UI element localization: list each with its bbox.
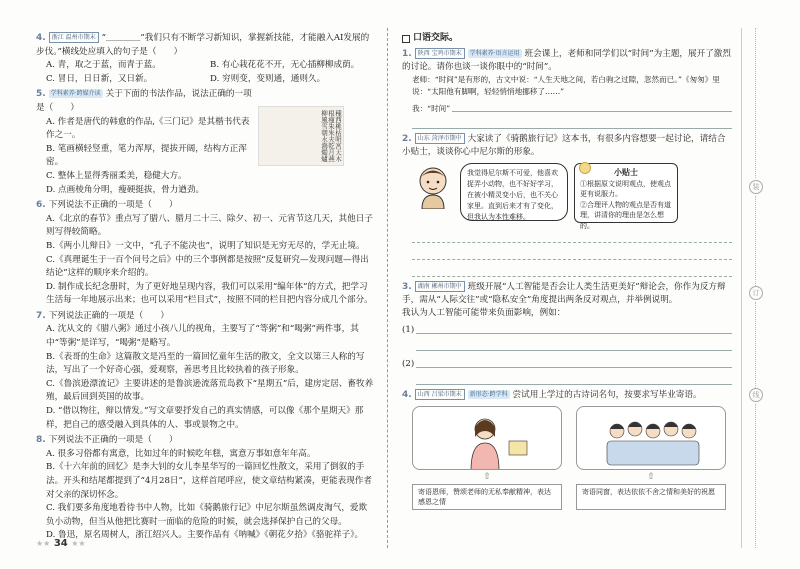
- stitch-line: [755, 196, 757, 286]
- option-a[interactable]: A. 很多习俗都有寓意，比如过年的时候吃年糕，寓意万事如意年年高。: [46, 448, 316, 459]
- question-4: [36, 32, 374, 86]
- options-row: [36, 59, 374, 73]
- calligraphy-image: 種西桃枯明宮天木根瘦朱朱夫乾月燕柳風雪朝水鴻燭爐: [258, 106, 344, 166]
- answer-line[interactable]: [412, 229, 732, 243]
- options-row: [36, 73, 374, 87]
- option-b[interactable]: B.《十六年前的回忆》是李大钊的女儿李星华写的一篇回忆性散文，采用了倒叙的手法。开头和结尾都提到了“4月28日”，这样首尾呼应，使文章结构紧凑，更能表现作者对父亲的深切怀念。: [46, 462, 372, 500]
- source-tag: 学科素养·跨媒介读: [50, 90, 101, 98]
- question-number: 6.: [36, 200, 46, 211]
- option-b[interactable]: B. 有心栽花花不开，无心插柳柳成荫。: [210, 60, 360, 71]
- page-stars: ★★: [71, 539, 86, 548]
- question-stem: 班级开展“人工智能是否会让人类生活更美好”辩论会，你作为反方辩手，需从“人际交往”或“隐私安全”角度提出两条反对观点，并举例说明。: [402, 282, 726, 305]
- answer-row: [402, 98, 732, 115]
- question-stem: “＿＿＿＿”我们只有不断学习新知识，掌握新技能，才能融入AI发展的步伐。”横线处应填入的句子是（ ）: [36, 33, 370, 57]
- source-tag: 湖南 郴州市期中: [415, 281, 465, 292]
- question-stem: 下列说法正确的一项是（ ）: [48, 310, 170, 321]
- question-number: 7.: [36, 310, 46, 321]
- option-d[interactable]: D. 制作成长纪念册时，为了更好地呈现内容，我们可以采用“编年体”的方式，把学习生活每一年地展示出来；也可以采用“栏目式”，按照不同的栏目把内容分成几个部分。: [46, 281, 373, 306]
- lead-text: 我认为人工智能可能带来负面影响，例如：: [402, 308, 566, 318]
- option-b[interactable]: B.《两小儿辩日》一文中，“孔子不能决也”，说明了知识是无穷无尽的，学无止境。: [46, 240, 365, 251]
- option-b[interactable]: B.《表哥的生命》这篇散文是冯至的一篇回忆童年生活的散文，全文以第三人称的写法，写出了一个好奇心强，爱观察，善思考且比较执着的孩子形象。: [46, 351, 365, 376]
- oral-question-1: [402, 48, 732, 129]
- question-stem: 尝试用上学过的古诗词名句，按要求写毕业寄语。: [512, 390, 702, 400]
- option-d[interactable]: D. 鲁迅，原名周树人，浙江绍兴人。主要作品有《呐喊》《朝花夕拾》《骆驼祥子》。: [46, 530, 364, 541]
- question-number: 4.: [402, 390, 412, 400]
- stitch-line: [755, 28, 757, 178]
- speech-bubble: 我觉得尼尔斯不可爱，他喜欢捉弄小动物，也不好好学习，在被小精灵变小后，也不关心家里。直到后来才有了变化，但我认为本性难移。: [460, 163, 568, 221]
- boy-illustration: [412, 163, 454, 209]
- option-b[interactable]: B. 笔画横轻竖重，笔力浑厚，提拔开阔，结构方正浑密。: [46, 143, 247, 168]
- binding-mark: 装: [749, 180, 763, 194]
- caption-box: 寄语恩师，赞颂老师的无私奉献精神，表达感恩之情: [412, 484, 562, 510]
- question-number: 2.: [402, 134, 412, 144]
- question-stem: 关于下面的书法作品，说法正确的一项是（ ）: [36, 89, 252, 113]
- option-d[interactable]: D. 穷则变，变则通，通则久。: [210, 73, 326, 84]
- section-title-text: 口语交际。: [413, 33, 459, 43]
- question-number: 8.: [36, 435, 46, 446]
- tip-item: ②合理评人物的观点是否有道理，讲清你的理由是怎么想的。: [580, 200, 671, 230]
- question-number: 5.: [36, 89, 46, 100]
- answer-prefix: 我：“时间”: [412, 104, 451, 113]
- page-stars: ★★: [36, 539, 51, 548]
- question-5: [36, 88, 258, 197]
- answer-row: [402, 320, 732, 337]
- oral-question-2: [402, 133, 732, 277]
- question-stem: 下列说法不正确的一项是（ ）: [48, 200, 178, 211]
- source-tag: 山西 吕梁市期末: [415, 389, 465, 400]
- answer-line[interactable]: [416, 354, 732, 368]
- page-number: [36, 538, 86, 549]
- question-stem: 班会课上，老师和同学们以“时间”为主题，展开了激烈的讨论。请你也谈一谈你眼中的“时间”。: [402, 49, 731, 72]
- option-a[interactable]: A. 作者是唐代的韩愈的作品,《三门记》是其楷书代表作之一。: [46, 116, 250, 141]
- answer-line[interactable]: [412, 246, 732, 260]
- question-6: [36, 199, 374, 308]
- option-a[interactable]: A. 沈从文的《腊八粥》通过小孩八儿的视角，主要写了“等粥”和“喝粥”两件事，其中“等粥”是详写，“喝粥”是略写。: [46, 324, 359, 349]
- question-stem: 下列说法不正确的一项是（ ）: [48, 435, 178, 446]
- option-d[interactable]: D. “借以物往，辩以情发。”写文章要抒发自己的真实情感，可以像《那个星期天》那样，把自己的感受融入到具体的人、事或景物之中。: [46, 406, 364, 430]
- image-row: [412, 406, 732, 470]
- source-tag: 陕西 宝鸡市期末: [415, 48, 465, 59]
- illustration-row: [412, 163, 732, 230]
- answer-row: [402, 354, 732, 371]
- classmates-image: [576, 406, 726, 470]
- source-tag: 浙江 温州市期末: [49, 32, 99, 43]
- option-a[interactable]: A. 青，取之于蓝，而青于蓝。: [46, 60, 161, 71]
- answer-line[interactable]: [412, 115, 732, 129]
- skill-tag: 新形态·跨学科: [469, 391, 508, 398]
- source-tag: 山东 菏泽市期中: [415, 133, 465, 144]
- answer-line[interactable]: [452, 98, 732, 112]
- answer-line[interactable]: [416, 371, 732, 385]
- page-number-value: 34: [53, 538, 68, 549]
- stitch-line: [755, 302, 757, 388]
- teacher-quote: 老师：“时间”是有形的，古文中说：“人生天地之间，若白驹之过隙，忽然而已。”《匆匆》里说：“太阳他有脚啊，轻轻悄悄地挪移了……”: [412, 75, 720, 96]
- option-c[interactable]: C.《鲁滨逊漂流记》主要讲述的是鲁滨逊流落荒岛救下“星期五”后，建房定居、畜牧养殖，最后回到英国的故事。: [46, 378, 374, 403]
- item-label: (2): [402, 359, 415, 369]
- binding-mark: 线: [749, 388, 763, 402]
- binding-margin: [741, 28, 771, 548]
- skill-tag: 学科素养·语言运用: [469, 50, 520, 57]
- question-8: [36, 434, 374, 543]
- column-divider: [387, 28, 388, 548]
- question-number: 3.: [402, 282, 412, 292]
- option-c[interactable]: C. 冒日，日日新，又日新。: [46, 73, 153, 84]
- question-stem: 大家读了《骑鹅旅行记》这本书，有很多内容想要一起讨论，请结合小贴士，谈谈你心中尼尔斯的形象。: [402, 134, 726, 157]
- option-c[interactable]: C. 整体上显得秀丽柔美，稳健大方。: [46, 170, 187, 181]
- option-c[interactable]: C. 我们要多角度地看待书中人物，比如《骑鹅旅行记》中尼尔斯虽然调皮淘气，爱欺负小动物，但当从他把比赛时一面临的危险的时候，就会选择保护自己的父母。: [46, 503, 368, 527]
- caption-row: [412, 484, 732, 510]
- answer-line[interactable]: [416, 337, 732, 351]
- item-label: (1): [402, 325, 415, 335]
- oral-question-3: [402, 281, 732, 385]
- teacher-image: [412, 406, 562, 470]
- lightbulb-icon: [579, 162, 591, 174]
- checkbox-icon: [402, 35, 410, 43]
- up-arrow-icon: ⇧: [647, 472, 655, 482]
- tip-title: 小贴士: [614, 167, 638, 177]
- up-arrow-icon: ⇧: [483, 472, 491, 482]
- arrow-row: [412, 470, 732, 484]
- oral-question-4: [402, 389, 732, 510]
- stitch-line: [755, 404, 757, 548]
- tip-card: [574, 163, 678, 230]
- binding-mark: 订: [749, 286, 763, 300]
- question-number: 1.: [402, 49, 412, 59]
- right-column: [402, 32, 732, 512]
- answer-line[interactable]: [416, 320, 732, 334]
- option-c[interactable]: C.《真理诞生于一百个问号之后》中的三个事例都是按照“反复研究—发现问题—得出结论”这样的顺序来介绍的。: [46, 254, 369, 279]
- caption-box: 寄语同窗，表达依依不舍之情和美好的祝愿: [576, 484, 726, 510]
- tip-item: ①根据原文说明观点，使观点更有说服力。: [580, 179, 671, 198]
- section-title: [402, 32, 732, 45]
- answer-line[interactable]: [412, 263, 732, 277]
- option-a[interactable]: A.《北京的春节》重点写了腊八、腊月二十三、除夕、初一、元宵节这几天，其他日子则写得较简略。: [46, 213, 373, 238]
- question-number: 4.: [36, 33, 46, 43]
- question-7: [36, 310, 374, 432]
- option-d[interactable]: D. 点画棱角分明，瘦硬挺拔，骨力遒劲。: [46, 184, 205, 195]
